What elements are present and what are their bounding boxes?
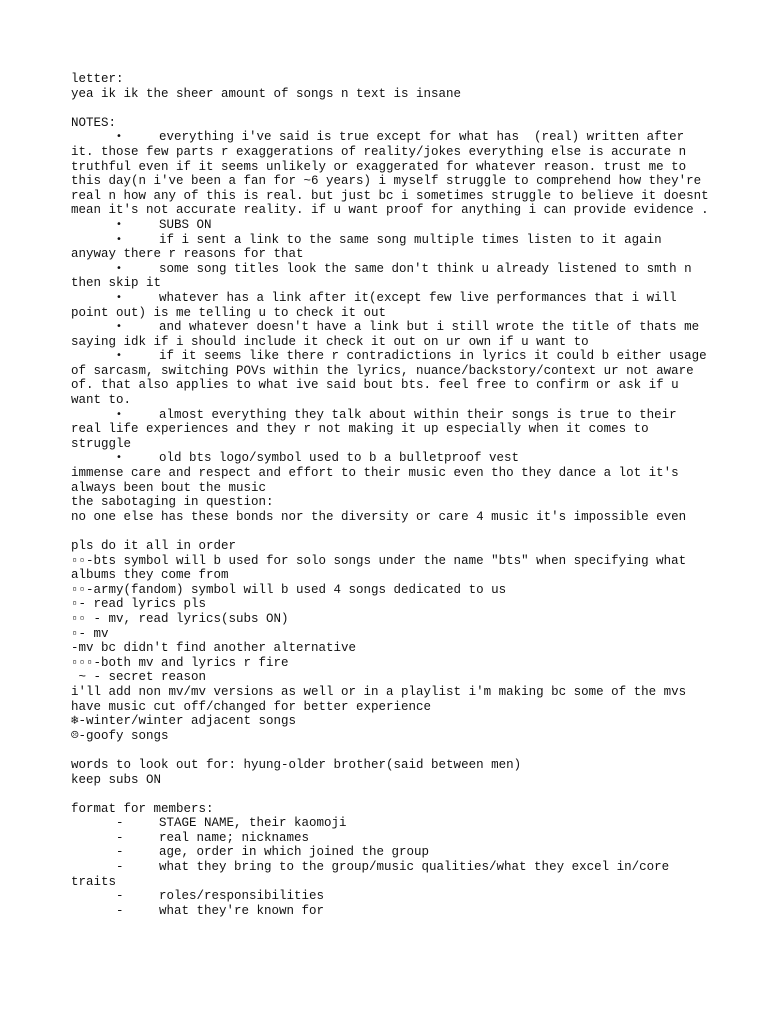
format-item <box>71 889 711 904</box>
bullet-icon: • <box>116 262 122 274</box>
legend-item: ▫▫-army(fandom) symbol will b used 4 songs dedicated to us <box>71 582 507 597</box>
notes-bullet-text: some song titles look the same don't think u already listened to smth n then skip it <box>71 261 700 291</box>
format-item-text: what they bring to the group/music qualities/what they excel in/core traits <box>71 860 677 889</box>
legend-item: ❄-winter/winter adjacent songs <box>71 714 297 729</box>
dash-icon: - <box>116 830 124 845</box>
bullet-icon: • <box>116 291 122 303</box>
notes-bullet-text: almost everything they talk about within their songs is true to their real life experiences and they r not making it up especially when it comes to struggle <box>71 407 685 451</box>
notes-bullet-text: if it seems like there r contradictions in lyrics it could b either usage of sarcasm, switching POVs within the lyrics, nuance/backstory/context ur not aware of. that also applies to what ive said bout bts. feel free to confirm or ask if u want to. <box>71 349 715 408</box>
format-item-text: roles/responsibilities <box>159 889 325 904</box>
legend-item: ~ - secret reason <box>71 670 207 685</box>
bullet-icon: • <box>116 408 122 420</box>
legend-item: -mv bc didn't find another alternative <box>71 641 357 656</box>
legend-item: ▫- mv <box>71 626 109 641</box>
notes-bullet <box>71 262 711 291</box>
notes-bullet-text: everything i've said is true except for what has (real) written after it. those few parts r exaggerations of reality/jokes everything else is accurate n truthful even if it seems unlikely or exaggerated for whatever reason. trust me to this day(n i've been a fan for ~6 years) i myself struggle to comprehend how they're real n how any of this is real. but just bc i sometimes struggle to believe it doesnt mean it's not accurate reality. if u want proof for anything i can provide evidence . <box>71 130 717 218</box>
bullet-icon: • <box>116 218 122 230</box>
notes-paragraph: no one else has these bonds nor the diversity or care 4 music it's impossible even <box>71 509 687 524</box>
notes-bullet <box>71 408 711 452</box>
format-item-text: STAGE NAME, their kaomoji <box>159 816 347 831</box>
notes-bullet <box>71 320 711 349</box>
letter-label: letter: <box>71 72 124 86</box>
keep-subs-note: keep subs ON <box>71 772 162 787</box>
format-item <box>71 860 711 889</box>
bullet-icon: • <box>116 131 122 143</box>
dash-icon: - <box>116 903 124 918</box>
notes-bullet <box>71 233 711 262</box>
legend-item: ▫▫ - mv, read lyrics(subs ON) <box>71 611 289 626</box>
notes-bullet <box>71 218 711 233</box>
notes-bullet-text: SUBS ON <box>159 217 212 232</box>
legend-item: i'll add non mv/mv versions as well or in a playlist i'm making bc some of the mvs have music cut off/changed for better experience <box>71 684 694 714</box>
notes-bullet <box>71 451 711 466</box>
notes-bullet-text: old bts logo/symbol used to b a bulletproof vest <box>159 451 520 466</box>
notes-bullet-text: if i sent a link to the same song multiple times listen to it again anyway there r reasons for that <box>71 232 670 262</box>
notes-heading: NOTES: <box>71 115 117 130</box>
spacer <box>71 743 711 758</box>
legend-item: ▫- read lyrics pls <box>71 597 207 612</box>
words-to-look-out-for: words to look out for: hyung-older brother(said between men) <box>71 757 522 772</box>
notes-bullet-text: and whatever doesn't have a link but i still wrote the title of thats me saying idk if i should include it check it out on ur own if u want to <box>71 320 707 349</box>
notes-bullet <box>71 291 711 320</box>
legend-item: ▫▫-bts symbol will b used for solo songs under the name "bts" when specifying what albums they come from <box>71 553 694 583</box>
bullet-icon: • <box>116 452 122 464</box>
dash-icon: - <box>116 845 124 860</box>
format-item-text: age, order in which joined the group <box>159 845 430 860</box>
format-heading: format for members: <box>71 801 214 816</box>
format-item <box>71 816 711 831</box>
spacer <box>71 524 711 539</box>
notes-paragraph: the sabotaging in question: <box>71 495 274 510</box>
bullet-icon: • <box>116 350 122 362</box>
document-page <box>71 72 717 918</box>
dash-icon: - <box>116 816 124 831</box>
format-item-text: real name; nicknames <box>159 830 310 845</box>
order-instruction: pls do it all in order <box>71 539 237 553</box>
notes-bullet <box>71 349 715 408</box>
legend-item: ☹-goofy songs <box>71 728 169 743</box>
bullet-icon: • <box>116 321 122 333</box>
notes-paragraph: immense care and respect and effort to their music even tho they dance a lot it's always been bout the music <box>71 466 687 495</box>
dash-icon: - <box>116 889 124 904</box>
format-item-text: what they're known for <box>159 903 325 918</box>
letter-text: yea ik ik the sheer amount of songs n text is insane <box>71 86 462 101</box>
notes-bullet <box>71 130 717 218</box>
format-item <box>71 845 711 860</box>
notes-bullet-text: whatever has a link after it(except few live performances that i will point out) is me telling u to check it out <box>71 290 685 320</box>
format-item <box>71 831 711 846</box>
spacer <box>71 101 711 116</box>
dash-icon: - <box>116 860 124 875</box>
format-item <box>71 904 711 919</box>
spacer <box>71 787 711 802</box>
legend-item: ▫▫▫-both mv and lyrics r fire <box>71 655 289 670</box>
bullet-icon: • <box>116 233 122 245</box>
